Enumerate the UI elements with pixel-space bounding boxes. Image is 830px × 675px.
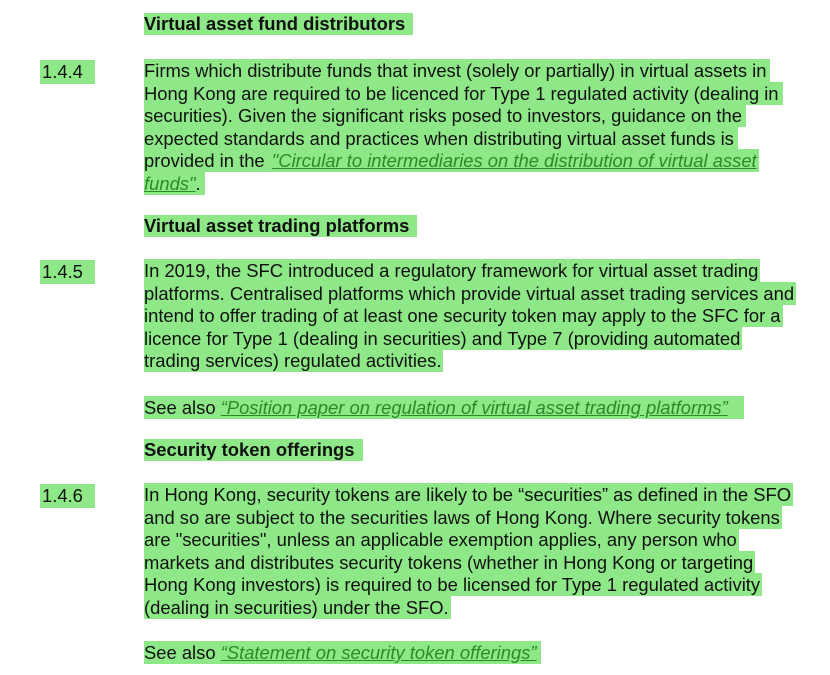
see-also-security-token: See also “Statement on security token offerings”: [144, 641, 541, 665]
paragraph-1-4-4: Firms which distribute funds that invest (solely or partially) in virtual assets in Hong Kong are required to be licenced for Type 1 regulated activity (dealing in securities). Given the significant risks posed to investors, guidance on the expected standards and practices when distributing virtual asset funds is provided in the "Circular to intermediaries on the distribution of virtual asset funds".: [144, 60, 799, 196]
paragraph-number-1-4-6: 1.4.6: [40, 484, 95, 508]
section-heading-trading-platforms: Virtual asset trading platforms: [144, 214, 417, 238]
paragraph-text: Firms which distribute funds that invest (solely or partially) in virtual assets in Hong Kong are required to be licenced for Type 1 regulated activity (dealing in securities). Given the significant risks posed to investors, guidance on the expected standards and practices when distributing virtual asset funds is provided in the: [144, 60, 779, 172]
section-heading-security-token-offerings: Security token offerings: [144, 438, 363, 462]
paragraph-number-1-4-5: 1.4.5: [40, 260, 95, 284]
paragraph-number-1-4-4: 1.4.4: [40, 60, 95, 84]
paragraph-1-4-5: In 2019, the SFC introduced a regulatory framework for virtual asset trading platforms. Centralised platforms which provide virtual asset trading services and intend to offer trading of at least one security token may apply to the SFC for a licence for Type 1 (dealing in securities) and Type 7 (providing automated trading services) regulated activities.: [144, 260, 795, 372]
section-heading-fund-distributors: Virtual asset fund distributors: [144, 12, 413, 36]
position-paper-link[interactable]: “Position paper on regulation of virtual asset trading platforms”: [220, 397, 728, 418]
see-also-trading-platforms: See also “Position paper on regulation of virtual asset trading platforms”: [144, 396, 744, 420]
statement-link[interactable]: “Statement on security token offerings”: [220, 642, 537, 663]
paragraph-1-4-6: In Hong Kong, security tokens are likely to be “securities” as defined in the SFO and so are subject to the securities laws of Hong Kong. Where security tokens are "securities", unless an applicable exemption applies, any person who markets and distributes security tokens (whether in Hong Kong or targeting Hong Kong investors) is required to be licensed for Type 1 regulated activity (dealing in securities) under the SFO.: [144, 484, 792, 618]
circular-link[interactable]: "Circular to intermediaries on the distribution of virtual asset funds": [144, 150, 757, 194]
